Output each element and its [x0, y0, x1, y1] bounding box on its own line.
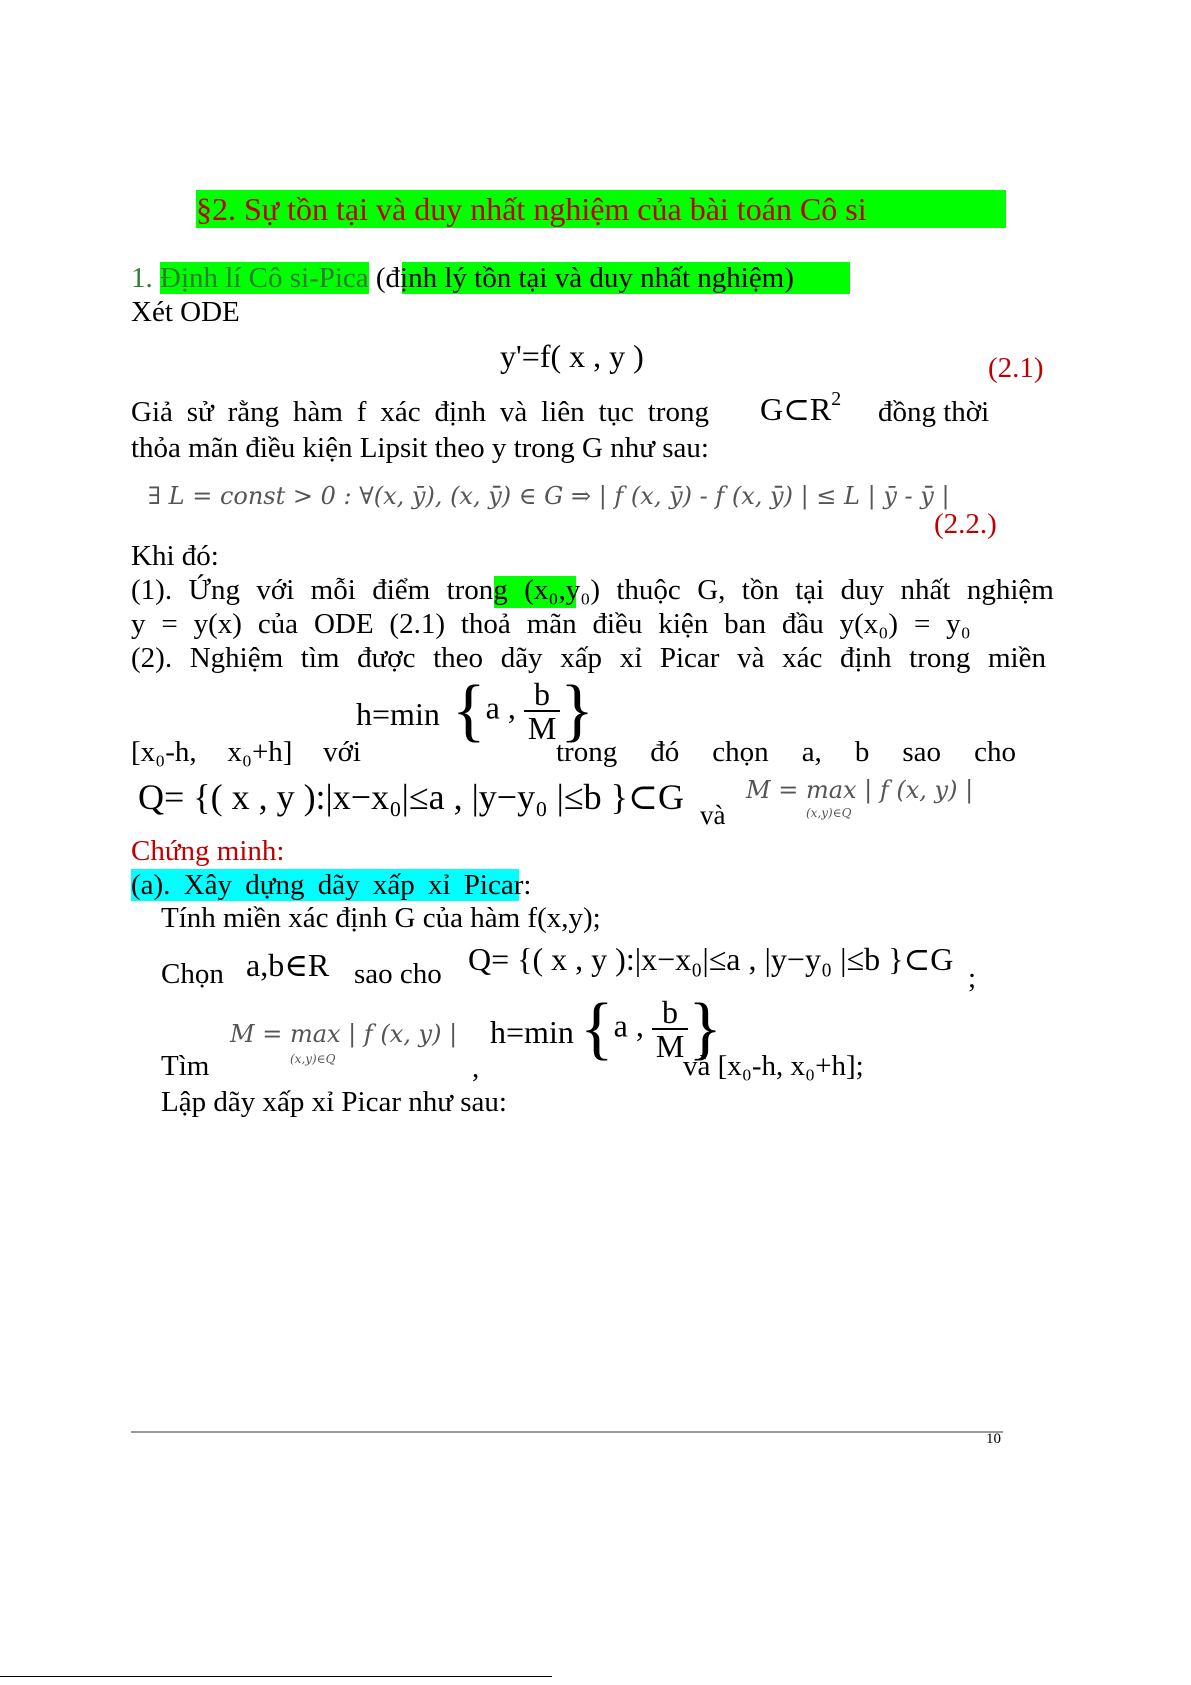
- left-brace: {: [580, 990, 614, 1067]
- right-brace: }: [688, 990, 722, 1067]
- lipschitz-label: (2.2.): [934, 508, 997, 540]
- fraction-b-over-m: $\frac{b}{M}$: [652, 996, 688, 1062]
- theorem-subtitle: (định lý tồn tại và duy nhất nghiệm): [375, 262, 794, 294]
- q-definition: Q= {( x , y ):|x−x₀|≤a , |y−y₀ |≤b }⊂G: [138, 777, 685, 817]
- theorem-name: Định lí Cô si-Pica: [160, 262, 369, 294]
- theorem-number: 1.: [131, 262, 153, 294]
- left-brace: {: [452, 672, 486, 749]
- equation-2-1: [500, 338, 644, 375]
- khi-do: Khi đó:: [131, 540, 219, 572]
- eq-2-1-lhs: y'=f: [500, 338, 551, 374]
- right-brace: }: [560, 672, 594, 749]
- h-min-set: {a , $\frac{b}{M}$ }: [452, 672, 594, 749]
- eq-2-1-args: ( x , y ): [550, 338, 644, 374]
- bullet-3-m: M = max | f (x, y) |: [230, 1020, 458, 1048]
- bullet-3-hmin: h=min: [490, 1014, 574, 1050]
- footer-rule: [131, 1431, 1003, 1433]
- proof-title: Chứng minh:: [131, 835, 285, 867]
- section-title: §2. Sự tồn tại và duy nhất nghiệm của bài toán Cô si: [196, 191, 867, 227]
- item-1-line-2: y = y(x) của ODE (2.1) thoả mãn điều kiện ban đầu y(x₀) = y₀: [131, 608, 971, 640]
- bullet-3-m-sub: (x,y)∈Q: [290, 1052, 336, 1066]
- bullet-3-set: {a , $\frac{b}{M}$ }: [580, 990, 722, 1067]
- page-number: 10: [986, 1431, 1001, 1447]
- h-min-label: h=min: [356, 696, 440, 732]
- assume-line-2: thỏa mãn điều kiện Lipsit theo y trong G như sau:: [131, 432, 709, 464]
- assume-line-1-end: đồng thời: [878, 396, 990, 428]
- bullet-2-end: ;: [968, 962, 977, 994]
- item-1-line-1: (1). Ứng với mỗi điểm trong (x₀,y₀) thuộc G, tồn tại duy nhất nghiệm: [131, 574, 1054, 606]
- lipschitz-formula: ∃ L = const > 0 : ∀(x, ȳ), (x, ȳ̄) ∈ G ⇒ | f (x, ȳ) - f (x, ȳ̄) | ≤ L | ȳ - ȳ̄ |: [148, 482, 950, 510]
- bullet-1: Tính miền xác định G của hàm f(x,y);: [161, 902, 601, 934]
- item-2-line-1: (2). Nghiệm tìm được theo dãy xấp xỉ Picar và xác định trong miền: [131, 642, 1046, 674]
- bullet-3: Tìm: [161, 1050, 210, 1082]
- bullet-3-end: và [x₀-h, x₀+h];: [683, 1050, 864, 1082]
- fraction-b-over-m: $\frac{b}{M}$: [524, 678, 560, 744]
- m-definition: M = max | f (x, y) |: [746, 776, 974, 804]
- a-b-in-r: a,b∈R: [246, 947, 330, 983]
- m-definition-sub: (x,y)∈Q: [806, 806, 852, 820]
- bullet-3-comma: ,: [472, 1052, 480, 1084]
- bullet-2-q: Q= {( x , y ):|x−x₀|≤a , |y−y₀ |≤b }⊂G: [468, 941, 954, 977]
- assume-line-1-words: Giả sử rằng hàm f xác định và liên tục trong: [131, 396, 709, 428]
- bullet-4: Lập dãy xấp xỉ Picar như sau:: [161, 1086, 507, 1118]
- q-va: và: [700, 800, 726, 830]
- eq-2-1-label: (2.1): [988, 352, 1044, 384]
- bottom-rule: [0, 1676, 552, 1677]
- interval-text: [x₀-h, x₀+h] với: [131, 736, 361, 768]
- step-a: (a). Xây dựng dãy xấp xỉ Picar:: [131, 869, 532, 901]
- bullet-2-mid: sao cho: [354, 958, 442, 990]
- xet-ode: Xét ODE: [131, 296, 240, 328]
- theorem-heading: [131, 262, 794, 295]
- item-2-tail: trong đó chọn a, b sao cho: [556, 736, 1016, 768]
- set-g-subset-r2: $G\subset R^2$: [760, 388, 842, 427]
- bullet-2: Chọn: [161, 958, 224, 990]
